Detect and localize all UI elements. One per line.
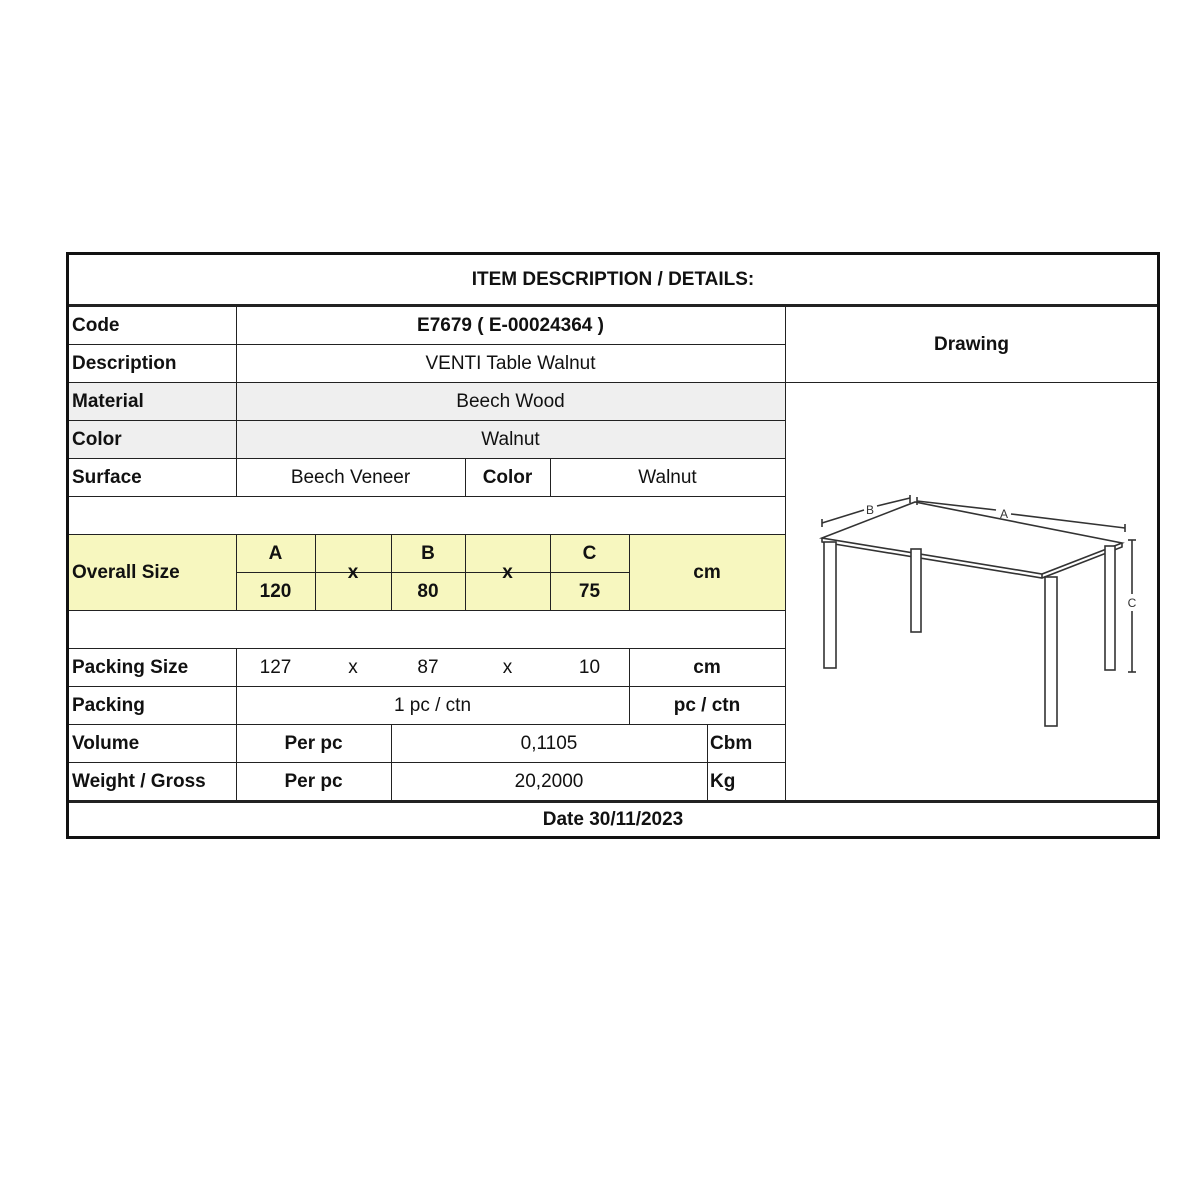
weight-value: 20,2000 [514, 771, 584, 792]
surface-color-value: Walnut [638, 467, 697, 488]
color-label: Color [72, 429, 122, 450]
surface-label: Surface [72, 467, 142, 488]
surface-color-label: Color [482, 467, 533, 488]
description-label: Description [72, 353, 177, 374]
packing-size-unit: cm [693, 657, 721, 678]
drawing-label: Drawing [934, 334, 1009, 355]
overall-size-x2: x [502, 562, 513, 583]
material-value: Beech Wood [456, 391, 565, 412]
packing-size-a: 127 [259, 657, 292, 678]
overall-size-b-label: B [421, 543, 435, 564]
weight-label: Weight / Gross [72, 771, 206, 792]
packing-label: Packing [72, 695, 145, 716]
overall-size-a-label: A [268, 543, 283, 564]
packing-size-x2: x [502, 657, 513, 678]
code-value: E7679 ( E-00024364 ) [417, 315, 604, 336]
packing-size-c: 10 [578, 657, 601, 678]
overall-size-c-value: 75 [578, 581, 601, 602]
overall-size-label: Overall Size [72, 562, 180, 583]
table-drawing [786, 383, 1157, 800]
code-label: Code [72, 315, 120, 336]
packing-size-x1: x [348, 657, 358, 678]
item-details-sheet [66, 252, 1160, 839]
surface-value: Beech Veneer [290, 467, 411, 488]
color-value: Walnut [481, 429, 540, 450]
date-footer: Date 30/11/2023 [542, 809, 684, 830]
sheet-title: ITEM DESCRIPTION / DETAILS: [471, 269, 755, 290]
overall-size-b-value: 80 [417, 581, 439, 602]
description-value: VENTI Table Walnut [425, 353, 596, 374]
weight-per: Per pc [284, 771, 343, 792]
overall-size-x1: x [347, 562, 359, 583]
packing-value: 1 pc / ctn [393, 695, 472, 716]
packing-size-b: 87 [417, 657, 439, 678]
volume-unit: Cbm [710, 733, 753, 754]
drawing-dim-b: B [865, 503, 875, 517]
overall-size-c-label: C [582, 543, 597, 564]
volume-per: Per pc [284, 733, 343, 754]
drawing-dim-a: A [999, 507, 1009, 521]
weight-unit: Kg [710, 771, 736, 792]
volume-label: Volume [72, 733, 140, 754]
drawing-dim-c: C [1127, 596, 1137, 610]
volume-value: 0,1105 [520, 733, 578, 754]
material-label: Material [72, 391, 144, 412]
overall-size-unit: cm [693, 562, 721, 583]
packing-unit: pc / ctn [673, 695, 741, 716]
overall-size-a-value: 120 [259, 581, 292, 602]
packing-size-label: Packing Size [72, 657, 189, 678]
